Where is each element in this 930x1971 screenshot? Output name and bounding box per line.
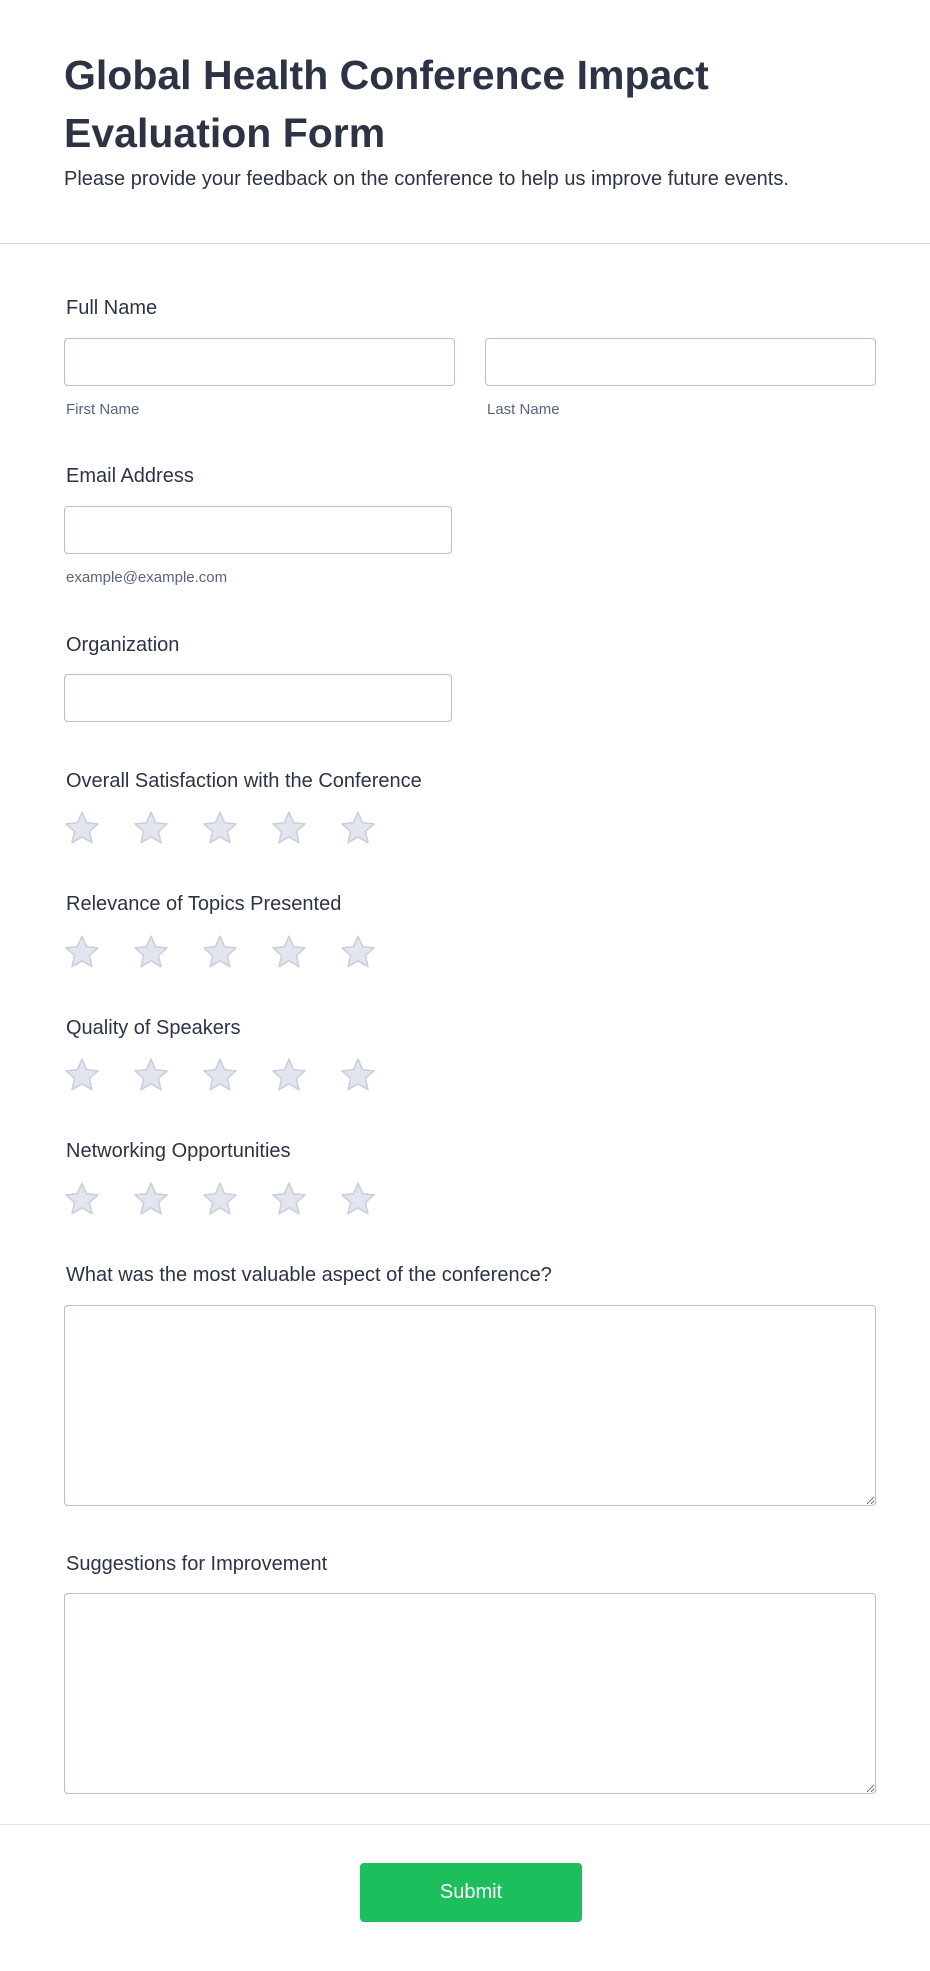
star-icon[interactable] bbox=[200, 1180, 240, 1220]
star-icon[interactable] bbox=[62, 1056, 102, 1096]
submit-button[interactable]: Submit bbox=[360, 1863, 582, 1922]
star-icon[interactable] bbox=[131, 1180, 171, 1220]
star-icon[interactable] bbox=[269, 1056, 309, 1096]
first-name-sublabel: First Name bbox=[66, 401, 140, 418]
star-icon[interactable] bbox=[338, 1180, 378, 1220]
form-subtitle: Please provide your feedback on the conference to help us improve future events. bbox=[64, 168, 789, 190]
suggestions-label: Suggestions for Improvement bbox=[66, 1553, 328, 1575]
star-icon[interactable] bbox=[338, 1056, 378, 1096]
rating-topic-relevance bbox=[62, 933, 407, 973]
star-icon[interactable] bbox=[62, 933, 102, 973]
star-icon[interactable] bbox=[131, 809, 171, 849]
organization-input[interactable] bbox=[64, 674, 452, 722]
form-title: Global Health Conference Impact Evaluation Form bbox=[64, 52, 709, 156]
star-icon[interactable] bbox=[338, 933, 378, 973]
star-icon[interactable] bbox=[131, 933, 171, 973]
rating-label-overall-satisfaction: Overall Satisfaction with the Conference bbox=[66, 770, 422, 792]
rating-speaker-quality bbox=[62, 1056, 407, 1096]
star-icon[interactable] bbox=[62, 1180, 102, 1220]
suggestions-textarea[interactable] bbox=[64, 1593, 876, 1794]
star-icon[interactable] bbox=[62, 809, 102, 849]
star-icon[interactable] bbox=[338, 809, 378, 849]
full-name-label: Full Name bbox=[66, 297, 158, 319]
star-icon[interactable] bbox=[131, 1056, 171, 1096]
email-sublabel: example@example.com bbox=[66, 569, 228, 586]
star-icon[interactable] bbox=[200, 809, 240, 849]
last-name-input[interactable] bbox=[485, 338, 876, 386]
first-name-input[interactable] bbox=[64, 338, 455, 386]
rating-overall-satisfaction bbox=[62, 809, 407, 849]
valuable-aspect-label: What was the most valuable aspect of the conference? bbox=[66, 1264, 552, 1286]
rating-label-topic-relevance: Relevance of Topics Presented bbox=[66, 893, 342, 915]
last-name-sublabel: Last Name bbox=[487, 401, 560, 418]
rating-label-networking: Networking Opportunities bbox=[66, 1140, 291, 1162]
form-header bbox=[0, 0, 930, 244]
star-icon[interactable] bbox=[200, 1056, 240, 1096]
rating-networking bbox=[62, 1180, 407, 1220]
star-icon[interactable] bbox=[269, 809, 309, 849]
organization-label: Organization bbox=[66, 634, 180, 656]
rating-label-speaker-quality: Quality of Speakers bbox=[66, 1017, 241, 1039]
form-footer bbox=[0, 1824, 930, 1971]
valuable-aspect-textarea[interactable] bbox=[64, 1305, 876, 1506]
star-icon[interactable] bbox=[269, 1180, 309, 1220]
email-label: Email Address bbox=[66, 465, 194, 487]
star-icon[interactable] bbox=[269, 933, 309, 973]
email-input[interactable] bbox=[64, 506, 452, 554]
star-icon[interactable] bbox=[200, 933, 240, 973]
